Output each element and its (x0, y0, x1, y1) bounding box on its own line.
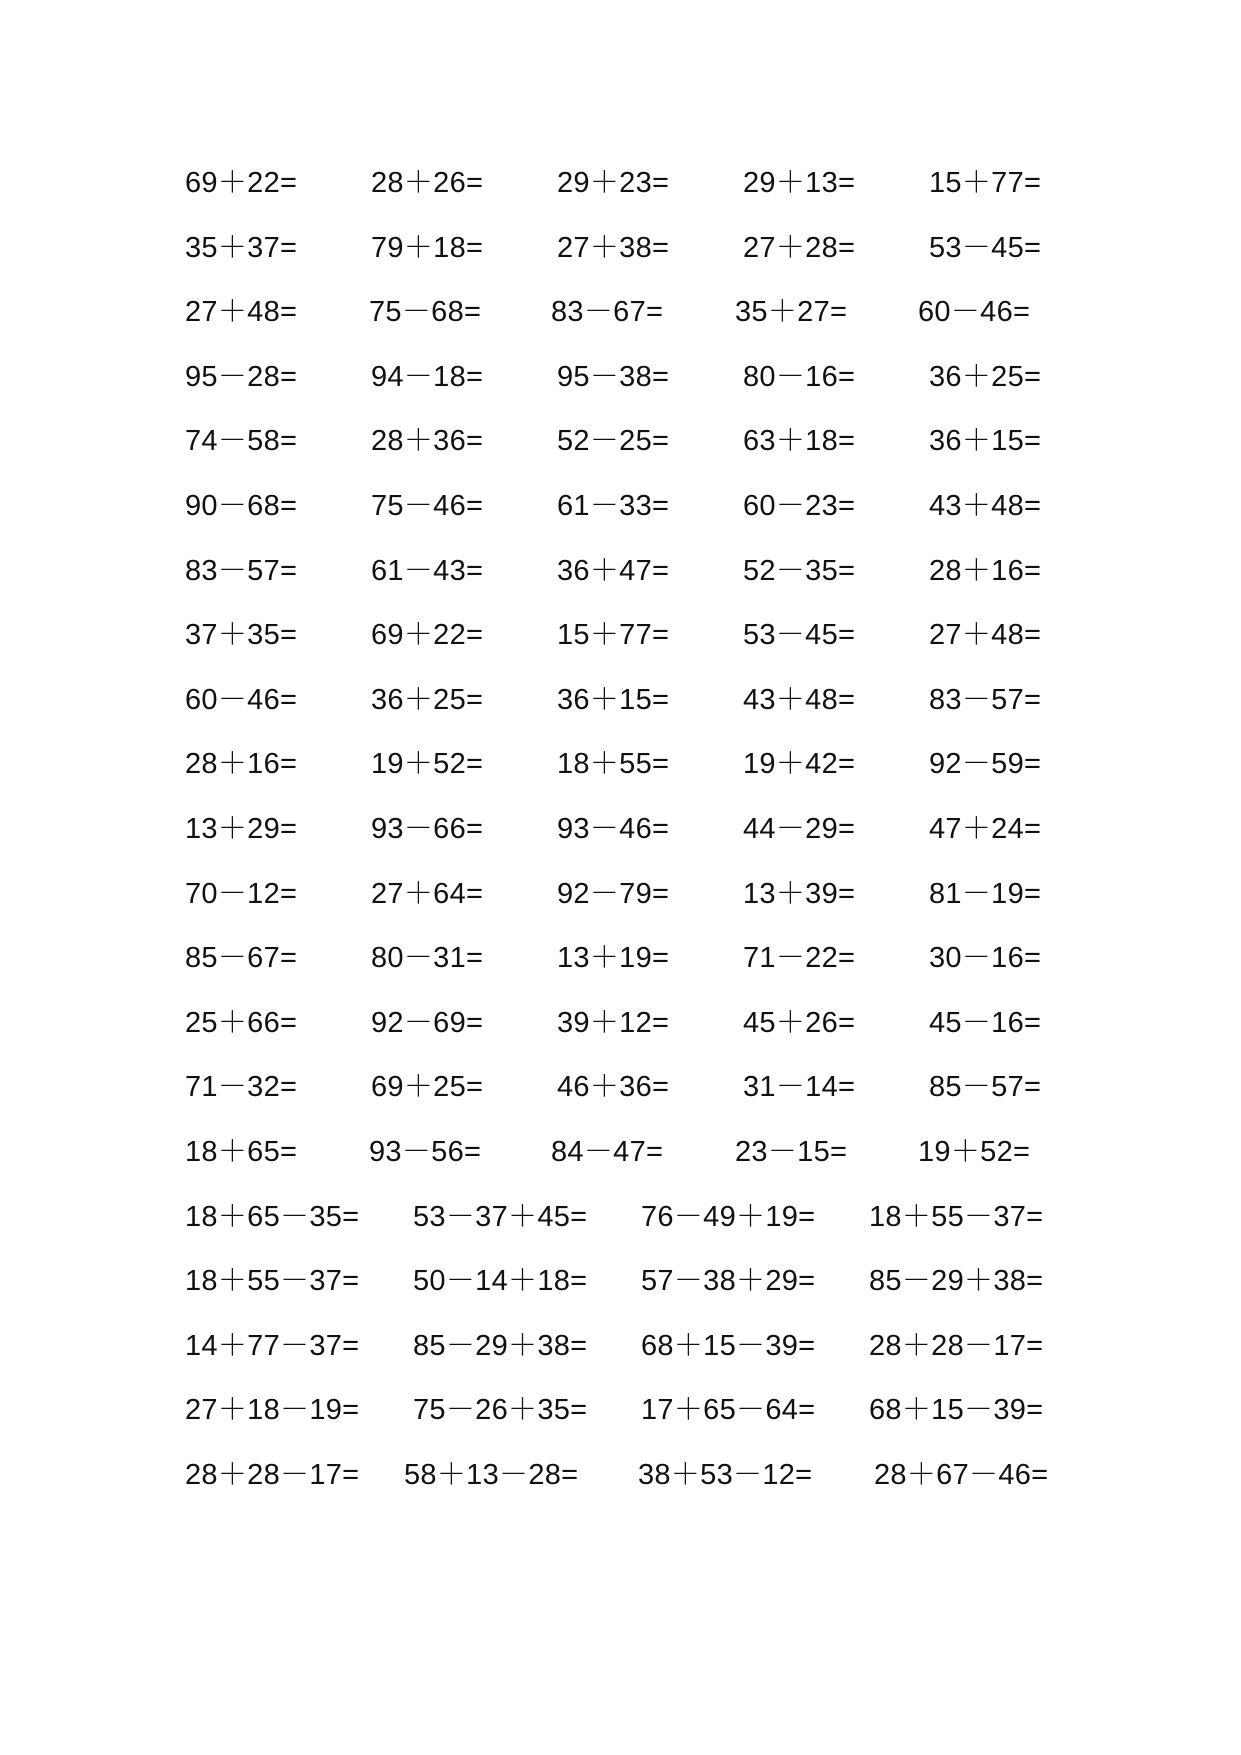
problem: 76－49＋19= (641, 1200, 816, 1233)
problem: 19＋42= (743, 748, 856, 781)
problem: 92－59= (929, 748, 1042, 781)
problem: 36＋15= (557, 683, 670, 716)
problem: 35＋37= (185, 231, 298, 264)
problem: 27＋28= (743, 231, 856, 264)
problem: 39＋12= (557, 1006, 670, 1039)
problem: 71－32= (185, 1071, 298, 1104)
problem: 80－31= (371, 942, 484, 975)
problem: 58＋13－28= (404, 1459, 579, 1491)
problem: 53－37＋45= (413, 1200, 588, 1233)
problem: 85－29＋38= (869, 1265, 1044, 1298)
problem: 83－57= (185, 554, 298, 587)
problem: 31－14= (743, 1071, 856, 1104)
problem: 38＋53－12= (638, 1459, 813, 1491)
problem: 95－28= (185, 360, 298, 393)
problem: 68＋15－39= (641, 1329, 816, 1362)
problem: 83－67= (551, 296, 664, 329)
problem: 60－46= (918, 296, 1031, 329)
problem: 28＋36= (371, 425, 484, 458)
problem: 17＋65－64= (641, 1394, 816, 1427)
problem: 37＋35= (185, 619, 298, 652)
problem: 52－25= (557, 425, 670, 458)
problem: 15＋77= (557, 619, 670, 652)
problem: 80－16= (743, 360, 856, 393)
problem: 60－23= (743, 490, 856, 522)
problem: 81－19= (929, 877, 1042, 910)
problem: 69＋22= (371, 619, 484, 652)
problem: 30－16= (929, 942, 1042, 975)
problem: 36＋15= (929, 425, 1042, 458)
problem: 45＋26= (743, 1006, 856, 1039)
problem: 13＋29= (185, 813, 298, 845)
problem: 27＋38= (557, 231, 670, 264)
problem: 53－45= (743, 619, 856, 652)
problem: 18＋55－37= (185, 1265, 360, 1298)
problem: 46＋36= (557, 1071, 670, 1104)
problem: 74－58= (185, 425, 298, 458)
problem: 23－15= (735, 1136, 848, 1168)
problem: 83－57= (929, 683, 1042, 716)
problem: 28＋67－46= (874, 1459, 1049, 1491)
problem: 92－69= (371, 1006, 484, 1039)
problem: 84－47= (551, 1136, 664, 1168)
problem: 44－29= (743, 813, 856, 845)
problem: 90－68= (185, 490, 298, 522)
problem: 93－66= (371, 813, 484, 845)
problem: 15＋77= (929, 167, 1042, 199)
problem: 71－22= (743, 942, 856, 975)
problem: 28＋28－17= (869, 1329, 1044, 1362)
problem: 93－46= (557, 813, 670, 845)
problem: 27＋64= (371, 877, 484, 910)
problem: 28＋28－17= (185, 1459, 360, 1491)
problem: 95－38= (557, 360, 670, 393)
problem: 43＋48= (929, 490, 1042, 522)
problem: 52－35= (743, 554, 856, 587)
problem: 19＋52= (371, 748, 484, 781)
problem: 27＋48= (929, 619, 1042, 652)
problem: 63＋18= (743, 425, 856, 458)
problem: 75－68= (369, 296, 482, 329)
problem: 94－18= (371, 360, 484, 393)
problem: 19＋52= (918, 1136, 1031, 1168)
problem: 45－16= (929, 1006, 1042, 1039)
problem: 69＋25= (371, 1071, 484, 1104)
problem: 60－46= (185, 683, 298, 716)
problem: 47＋24= (929, 813, 1042, 845)
problem: 18＋65= (185, 1136, 298, 1168)
problem: 28＋16= (185, 748, 298, 781)
problem: 25＋66= (185, 1006, 298, 1039)
problem: 68＋15－39= (869, 1394, 1044, 1427)
problem: 92－79= (557, 877, 670, 910)
problem: 43＋48= (743, 683, 856, 716)
problem: 50－14＋18= (413, 1265, 588, 1298)
problem: 28＋26= (371, 167, 484, 199)
problem: 70－12= (185, 877, 298, 910)
problem: 28＋16= (929, 554, 1042, 587)
problem: 85－57= (929, 1071, 1042, 1104)
problem: 69＋22= (185, 167, 298, 199)
problem: 75－26＋35= (413, 1394, 588, 1427)
problem: 13＋39= (743, 877, 856, 910)
problem: 29＋23= (557, 167, 670, 199)
problem: 36＋47= (557, 554, 670, 587)
problem: 14＋77－37= (185, 1329, 360, 1362)
problem: 13＋19= (557, 942, 670, 975)
problem: 27＋48= (185, 296, 298, 329)
problem: 18＋55－37= (869, 1200, 1044, 1233)
problem: 85－29＋38= (413, 1329, 588, 1362)
problem: 27＋18－19= (185, 1394, 360, 1427)
problem: 61－33= (557, 490, 670, 522)
problem: 53－45= (929, 231, 1042, 264)
problem: 85－67= (185, 942, 298, 975)
problem: 75－46= (371, 490, 484, 522)
problem: 79＋18= (371, 231, 484, 264)
problem: 18＋55= (557, 748, 670, 781)
problem: 61－43= (371, 554, 484, 587)
problem: 29＋13= (743, 167, 856, 199)
problem: 35＋27= (735, 296, 848, 329)
problem: 57－38＋29= (641, 1265, 816, 1298)
problem: 18＋65－35= (185, 1200, 360, 1233)
problem: 36＋25= (929, 360, 1042, 393)
problem: 36＋25= (371, 683, 484, 716)
problem: 93－56= (369, 1136, 482, 1168)
